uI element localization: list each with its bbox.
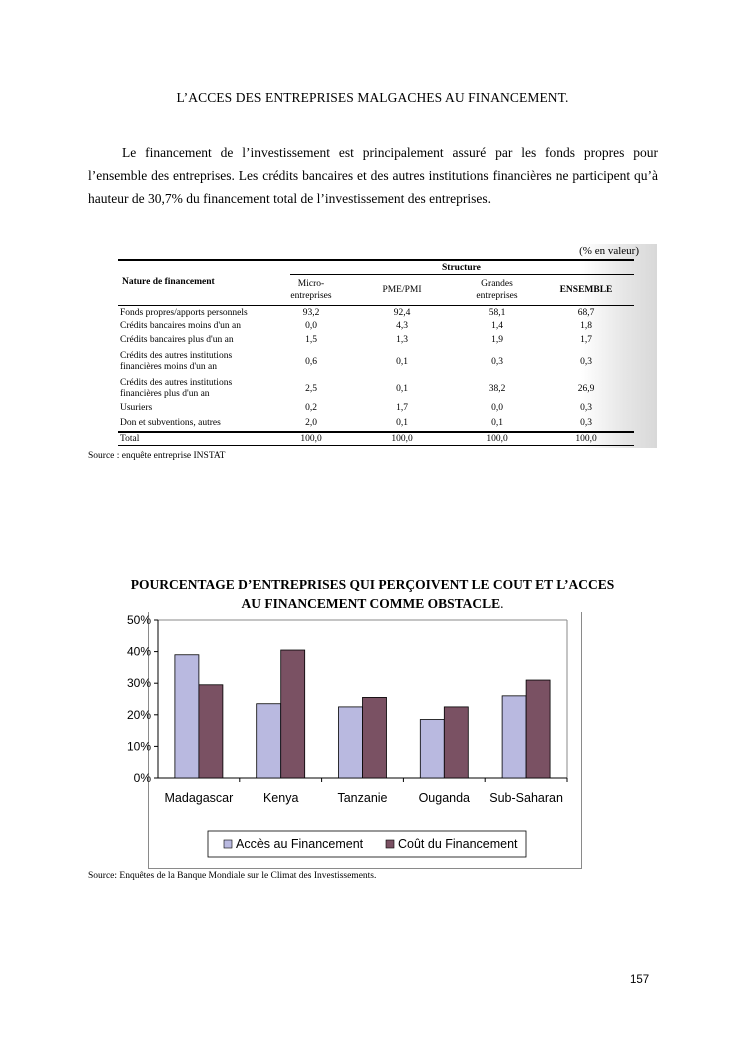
table-cell: 1,8 (580, 321, 592, 331)
bar-cout (444, 707, 468, 778)
y-tick-label: 50% (126, 613, 151, 627)
column-header-3-line2: entreprises (476, 291, 518, 301)
chart-title-line1: POURCENTAGE D’ENTREPRISES QUI PERÇOIVENT LE COUT ET L’ACCES (130, 577, 615, 592)
intro-paragraph: Le financement de l’investissement est principalement assuré par les fonds propres pour l’ensemble des entreprises. Les crédits bancaires et des autres institutions financières ne participent qu’à hauteur de 30,7% du financement total de l’investissement des entreprises. (88, 145, 658, 206)
table-row-label: Crédits des autres institutions (120, 351, 233, 361)
bar-cout (199, 685, 223, 778)
table-cell: 0,3 (580, 403, 592, 413)
legend-label: Accès au Financement (236, 837, 364, 851)
table-cell: 0,0 (305, 321, 317, 331)
column-header-1-line2: entreprises (290, 291, 332, 301)
legend-swatch (224, 840, 232, 848)
y-tick-label: 0% (133, 771, 151, 785)
column-header-3: Grandes (481, 279, 513, 289)
x-category-label: Madagascar (164, 791, 234, 805)
bar-cout (281, 650, 305, 778)
table-cell: 38,2 (488, 384, 506, 394)
y-tick-label: 20% (126, 707, 151, 722)
x-category-label: Ouganda (418, 791, 471, 805)
bar-acces (175, 655, 199, 778)
y-tick-label: 10% (126, 739, 151, 754)
table-cell: 2,5 (305, 384, 317, 394)
table-cell: 0,2 (305, 403, 317, 413)
total-label: Total (120, 434, 140, 444)
bar-cout (526, 680, 550, 778)
total-cell: 100,0 (300, 434, 322, 444)
legend-label: Coût du Financement (398, 837, 518, 851)
table-cell: 0,1 (396, 384, 408, 394)
table-cell: 1,3 (396, 335, 408, 345)
table-row-label-line2: financières moins d'un an (120, 362, 217, 372)
table-row-label: Crédits des autres institutions (120, 378, 233, 388)
legend-swatch (386, 840, 394, 848)
table-cell: 1,7 (396, 403, 408, 413)
bar-acces (502, 696, 526, 778)
table-cell: 1,9 (491, 335, 503, 345)
row-header: Nature de financement (122, 277, 215, 287)
total-cell: 100,0 (486, 434, 508, 444)
total-cell: 100,0 (391, 434, 413, 444)
table-cell: 1,4 (491, 321, 503, 331)
table-row-label: Usuriers (120, 403, 153, 413)
page-title: L’ACCES DES ENTREPRISES MALGACHES AU FINANCEMENT. (176, 90, 569, 105)
chart-title-period: . (500, 596, 504, 611)
table-cell: 58,1 (488, 308, 506, 318)
y-tick-label: 40% (126, 644, 151, 659)
table-cell: 0,1 (396, 357, 408, 367)
x-category-label: Tanzanie (337, 791, 388, 805)
table-row-label-line2: financières plus d'un an (120, 389, 210, 399)
table-row-label: Don et subventions, autres (120, 418, 221, 428)
table-cell: 0,0 (491, 403, 503, 413)
table-cell: 4,3 (396, 321, 408, 331)
table-source: Source : enquête entreprise INSTAT (88, 451, 226, 461)
column-header-2: PME/PMI (382, 285, 422, 295)
column-header-4: ENSEMBLE (559, 285, 613, 295)
table-cell: 0,1 (396, 418, 408, 428)
group-header: Structure (442, 263, 481, 273)
table-cell: 1,7 (580, 335, 592, 345)
column-header-1: Micro- (297, 279, 325, 289)
bar-cout (363, 697, 387, 778)
bar-acces (339, 707, 363, 778)
table-cell: 0,3 (491, 357, 503, 367)
table-cell: 2,0 (305, 418, 317, 428)
table-cell: 68,7 (577, 308, 595, 318)
table-cell: 93,2 (302, 308, 320, 318)
bar-acces (420, 720, 444, 778)
table-row-label: Crédits bancaires plus d'un an (120, 335, 234, 345)
table-cell: 0,3 (580, 418, 592, 428)
table-cell: 26,9 (577, 384, 595, 394)
table-cell: 0,3 (580, 357, 592, 367)
chart-title-line2: AU FINANCEMENT COMME OBSTACLE (241, 596, 501, 611)
page-number: 157 (630, 974, 650, 986)
table-cell: 0,1 (491, 418, 503, 428)
total-cell: 100,0 (575, 434, 597, 444)
chart-source: Source: Enquêtes de la Banque Mondiale sur le Climat des Investissements. (88, 871, 377, 881)
table-row-label: Crédits bancaires moins d'un an (120, 321, 241, 331)
bar-acces (257, 704, 281, 778)
table-cell: 1,5 (305, 335, 317, 345)
x-category-label: Sub-Saharan (489, 791, 563, 805)
table-cell: 0,6 (305, 357, 317, 367)
table-row-label: Fonds propres/apports personnels (120, 308, 248, 318)
table-unit: (% en valeur) (579, 245, 639, 257)
y-tick-label: 30% (126, 676, 151, 691)
x-category-label: Kenya (262, 791, 299, 805)
table-cell: 92,4 (393, 308, 411, 318)
